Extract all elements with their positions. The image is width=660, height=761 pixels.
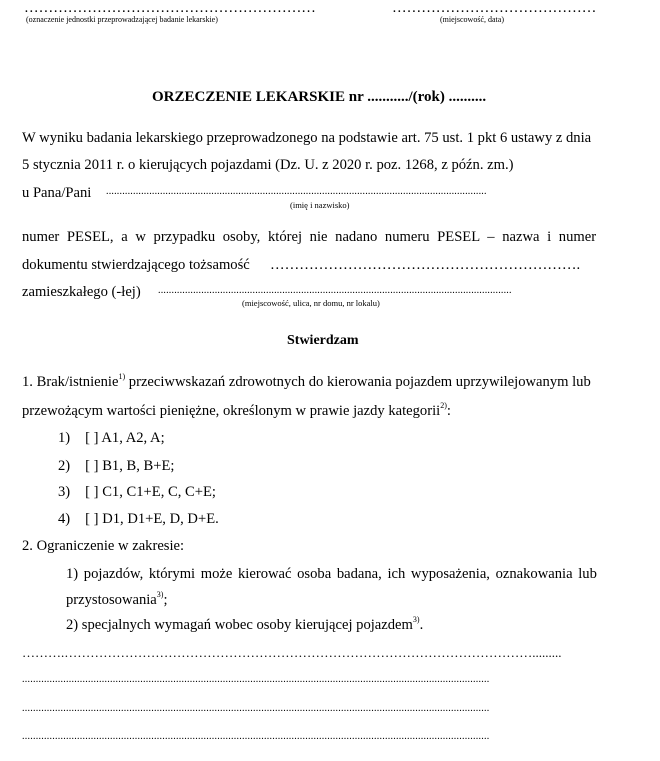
unit-designation-dots: …………………………………………………… — [24, 0, 316, 16]
identity-document-dots: ………………………………………………………. — [270, 257, 581, 273]
place-date-caption: (miejscowość, data) — [440, 15, 504, 24]
pan-pani-label: u Pana/Pani — [22, 185, 92, 201]
category-item: 1) [ ] A1, A2, A; — [58, 430, 165, 446]
category-checkbox: [ ] A1, A2, A; — [85, 430, 165, 446]
fill-line: ……….………………………………………………………………………………………………......... — [22, 645, 562, 660]
pesel-line-1: numer PESEL, a w przypadku osoby, której nie nadano numeru PESEL – nazwa i numer — [22, 229, 597, 245]
document-title: ORZECZENIE LEKARSKIE nr .........../(rok) .......... — [152, 89, 487, 105]
address-field-dots: ................................................................................................................................... — [158, 285, 512, 296]
fill-line: .......................................................................................................................................................................... — [22, 674, 490, 685]
section-1-line-2: przewożącym wartości pieniężne, określonym w prawie jazdy kategorii$^{2)}$: — [22, 401, 451, 419]
intro-line-1: W wyniku badania lekarskiego przeprowadzonego na podstawie art. 75 ust. 1 pkt 6 ustawy z dnia — [22, 130, 592, 146]
category-checkbox: [ ] D1, D1+E, D, D+E. — [85, 511, 219, 527]
identity-document-label: dokumentu stwierdzającego tożsamość — [22, 257, 250, 273]
address-label: zamieszkałego (-łej) — [22, 284, 141, 300]
intro-line-2: 5 stycznia 2011 r. o kierujących pojazdami (Dz. U. z 2020 r. poz. 1268, z późn. zm.) — [22, 157, 514, 173]
section-1-line-1: 1. Brak/istnienie$^{1)}$ przeciwwskazań zdrowotnych do kierowania pojazdem uprzywilejowanym lub — [22, 372, 591, 390]
name-field-caption: (imię i nazwisko) — [290, 200, 350, 210]
place-date-dots: …………………………………… — [392, 0, 597, 16]
fill-line: .......................................................................................................................................................................... — [22, 731, 490, 742]
category-checkbox: [ ] C1, C1+E, C, C+E; — [85, 484, 216, 500]
address-field-caption: (miejscowość, ulica, nr domu, nr lokalu) — [242, 298, 380, 308]
category-item: 2) [ ] B1, B, B+E; — [58, 458, 175, 474]
name-field-dots: ............................................................................................................................................. — [106, 186, 487, 197]
category-item: 3) [ ] C1, C1+E, C, C+E; — [58, 484, 216, 500]
section-2-title: 2. Ograniczenie w zakresie: — [22, 538, 185, 554]
section-2-item-1-line-1: 1) pojazdów, którymi może kierować osoba badana, ich wyposażenia, oznakowania lub — [66, 566, 597, 582]
section-2-item-1-line-2: przystosowania$^{3)}$; — [66, 590, 168, 608]
fill-line: .......................................................................................................................................................................... — [22, 703, 490, 714]
unit-designation-caption: (oznaczenie jednostki przeprowadzającej badanie lekarskie) — [26, 15, 218, 24]
category-checkbox: [ ] B1, B, B+E; — [85, 458, 175, 474]
category-item: 4) [ ] D1, D1+E, D, D+E. — [58, 511, 219, 527]
section-2-item-2: 2) specjalnych wymagań wobec osoby kierującej pojazdem$^{3)}$. — [66, 615, 424, 633]
stwierdzam-heading: Stwierdzam — [287, 333, 359, 348]
